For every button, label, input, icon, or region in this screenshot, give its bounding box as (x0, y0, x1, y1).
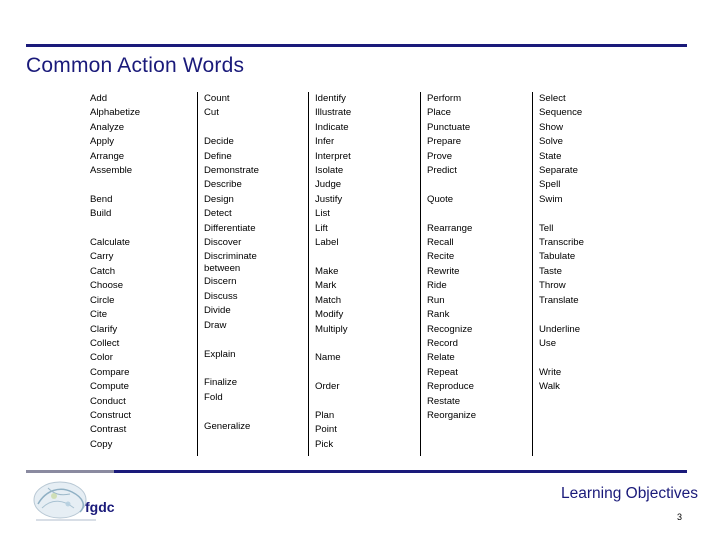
word: Assemble (90, 165, 133, 177)
column-2 (197, 92, 308, 456)
word: Alphabetize (90, 107, 141, 119)
word: Clarify (90, 323, 118, 335)
fgdc-logo (30, 478, 130, 528)
word: Finalize (204, 377, 238, 389)
word: Swim (539, 193, 563, 205)
word: Write (539, 366, 562, 378)
logo-text: fgdc (85, 499, 115, 515)
word: Design (204, 193, 234, 205)
word: Draw (204, 319, 227, 331)
word: Perform (427, 93, 462, 104)
word: Lift (315, 222, 328, 234)
word: Divide (204, 305, 231, 317)
word: Predict (427, 165, 457, 177)
word: Repeat (427, 366, 458, 378)
word: Fold (204, 391, 223, 403)
word: Recall (427, 237, 454, 249)
word: Solve (539, 136, 563, 148)
word: Copy (90, 438, 113, 450)
word: Throw (539, 280, 566, 292)
word: Record (427, 337, 458, 349)
word: Use (539, 337, 557, 349)
word: Contrast (90, 424, 127, 436)
word: Cite (90, 309, 108, 321)
word: Isolate (315, 165, 344, 177)
word: Match (315, 294, 342, 306)
word: Modify (315, 309, 344, 321)
word: Name (315, 352, 341, 364)
word: Ride (427, 280, 447, 292)
word: Arrange (90, 150, 125, 162)
bottom-rule-accent (26, 470, 114, 473)
word: Conduct (90, 395, 126, 407)
word: Pick (315, 438, 334, 450)
word: Transcribe (539, 237, 584, 249)
word: Walk (539, 381, 560, 393)
column-1 (84, 92, 197, 456)
word: Discriminate between (204, 251, 257, 275)
word: Detect (204, 208, 232, 220)
word: Reproduce (427, 381, 474, 393)
word: Apply (90, 136, 114, 148)
word: Spell (539, 179, 561, 191)
word: Rewrite (427, 265, 460, 277)
word: Indicate (315, 121, 349, 133)
word: Build (90, 208, 112, 220)
word: Catch (90, 265, 116, 277)
word: Interpret (315, 150, 351, 162)
word: Underline (539, 323, 581, 335)
globe-logo-icon (30, 478, 130, 528)
slide-title: Common Action Words (26, 54, 245, 77)
word: Bend (90, 193, 113, 205)
word: Mark (315, 280, 337, 292)
word: Compute (90, 381, 129, 393)
word: Differentiate (204, 222, 256, 234)
word: Describe (204, 179, 242, 191)
word: Sequence (539, 107, 583, 119)
word: Analyze (90, 121, 125, 133)
word: Collect (90, 337, 120, 349)
word: Separate (539, 165, 578, 177)
word: Demonstrate (204, 165, 259, 177)
word: Color (90, 352, 113, 364)
word: Prepare (427, 136, 462, 148)
column-5 (532, 92, 650, 456)
word: Count (204, 93, 230, 104)
word: Translate (539, 294, 579, 306)
word: Relate (427, 352, 455, 364)
word: Punctuate (427, 121, 471, 133)
word: Multiply (315, 323, 348, 335)
word: Judge (315, 179, 342, 191)
word: Restate (427, 395, 461, 407)
word: Rank (427, 309, 450, 321)
word: Label (315, 237, 339, 249)
word: Cut (204, 107, 219, 119)
word: Calculate (90, 237, 130, 249)
word: Justify (315, 193, 343, 205)
word: Reorganize (427, 409, 477, 421)
word: Circle (90, 294, 115, 306)
word: Discern (204, 276, 237, 288)
word: Show (539, 121, 563, 133)
word: Order (315, 381, 340, 393)
word: Construct (90, 409, 132, 421)
word: Discover (204, 237, 242, 249)
word: Point (315, 424, 337, 436)
word: Add (90, 93, 108, 104)
word: Decide (204, 136, 234, 148)
word: Quote (427, 193, 454, 205)
word: Recognize (427, 323, 473, 335)
word: Prove (427, 150, 453, 162)
column-4 (420, 92, 532, 456)
column-3 (308, 92, 420, 456)
word: Select (539, 93, 566, 104)
word: Compare (90, 366, 130, 378)
word: Tabulate (539, 251, 576, 263)
word: Run (427, 294, 445, 306)
word: Illustrate (315, 107, 352, 119)
word: Taste (539, 265, 562, 277)
word: Place (427, 107, 451, 119)
word: Discuss (204, 290, 238, 302)
word: Infer (315, 136, 335, 148)
word: Generalize (204, 420, 251, 432)
word: Tell (539, 222, 554, 234)
word: Define (204, 150, 232, 162)
word: Recite (427, 251, 455, 263)
page-number: 3 (676, 512, 682, 522)
word: Plan (315, 409, 335, 421)
word: State (539, 150, 562, 162)
word: Rearrange (427, 222, 473, 234)
word: Make (315, 265, 339, 277)
word: Carry (90, 251, 114, 263)
word: Identify (315, 93, 346, 104)
footer-title: Learning Objectives (561, 485, 698, 502)
bottom-rule (114, 470, 687, 473)
top-rule (26, 44, 687, 47)
word: Explain (204, 348, 236, 360)
word: Choose (90, 280, 124, 292)
action-words-table (84, 92, 650, 456)
word: List (315, 208, 330, 220)
